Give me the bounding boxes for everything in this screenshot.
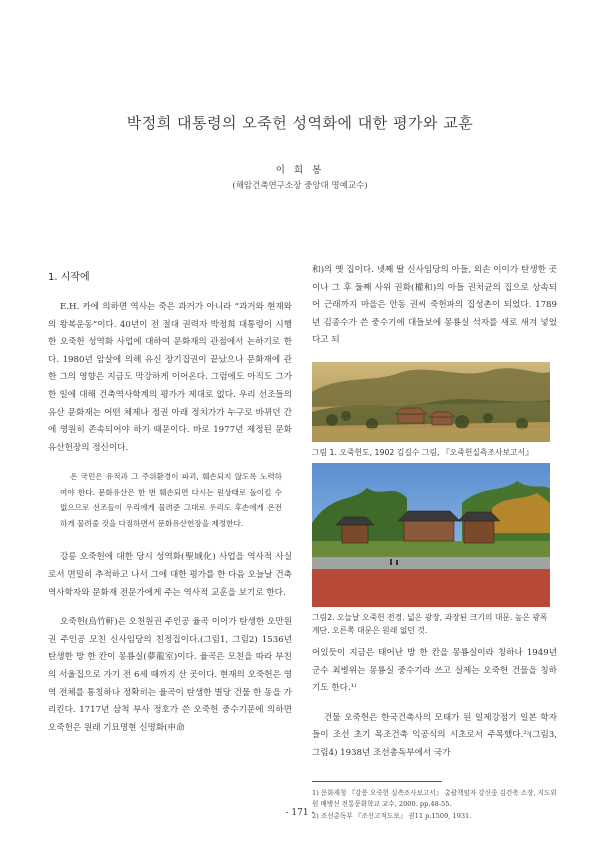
body-paragraph: 오죽헌(烏竹軒)은 오천원권 주인공 율곡 이이가 탄생한 오만원권 주인공 모친 신사임당의 친정집이다.(그림1, 그림2) 1536년 탄생한 방 한 칸이 몽룡실(夢龍室)이다. 율곡은 모친을 따라 부친의 서울집으로 가기 전 6세 때까지 산 곳이다. 현재의 오죽헌은 영역 전체를 통칭하나 정확히는 율곡이 탄생한 별당 건물 한 동을 가리킨다. 1717년 삼척 부사 정호가 쓴 오죽헌 중수기문에 의하면 오죽헌은 원래 기묘명현 신명화(申命 bbox=[48, 617, 292, 733]
body-paragraph: 건물 오죽헌은 한국건축사의 모태가 된 일제강점기 일본 학자들이 조선 초기 목조건축 익공식의 시초로서 주목했다.²⁾(그림3, 그림4) 1938년 조선총독부에서 국가 bbox=[312, 712, 557, 758]
left-column bbox=[48, 262, 292, 749]
right-column bbox=[312, 262, 557, 822]
footnote-divider bbox=[312, 781, 442, 782]
figure-1-painting bbox=[312, 362, 550, 442]
author-affiliation: (해암건축연구소장 중앙대 명예교수) bbox=[232, 181, 368, 191]
figure-2-photo bbox=[312, 463, 550, 607]
body-paragraph: E.H. 카에 의하면 역사는 죽은 과거가 아니라 “과거와 현재와의 왕복운동”이다. 40년이 전 절대 권력자 박정희 대통령이 시행한 오죽헌 성역화 사업에 대하여 문화재의 관점에서 논하기로 한다. 1980년 암살에 의해 유신 장기집권이 끝났으나 문화재에 관한 그의 영향은 지금도 막강하게 이어온다. 그럼에도 아직도 그가 한 일에 대해 건축역사학계의 평가가 제대로 없다. 우리 선조들의 유산 문화재는 어떤 체제나 정권 아래 정치가가 누구로 바뀌던 간에 영원히 존속되어야 하기 때문이다. 바로 1977년 제정된 문화유산헌장의 정신이다. bbox=[48, 302, 292, 453]
body-paragraph: 어있듯이 지금은 태어난 방 한 칸을 몽룡실이라 칭하나 1949년 군수 최병위는 몽룡실 중수기라 쓰고 실제는 오죽헌 건물을 칭하기도 한다.¹⁾ bbox=[312, 647, 557, 694]
footnote: 2) 조선총독부 『조선고적도보』 권11 p.1509, 1931. bbox=[312, 811, 472, 820]
body-paragraph: 和)의 옛 집이다. 넷째 딸 신사임당의 아들, 외손 이이가 탄생한 곳이나 그 후 둘째 사위 권화(權和)의 아들 권처균의 집으로 상속되어 근래까지 마을은 안동 권씨 죽헌파의 집성촌이 되었다. 1789년 김종수가 쓴 중수기에 대들보에 몽룡실 석자를 새로 새겨 넣었다고 되 bbox=[312, 265, 557, 346]
figure-2-caption: 그림2. 오늘날 오죽헌 전경. 넓은 광장, 과장된 크기의 대문. 높은 광폭 계단. 오른쪽 대문은 원래 없던 것. bbox=[312, 612, 548, 635]
section-heading: 1. 시작에 bbox=[48, 272, 90, 283]
author-name: 이 희 봉 bbox=[275, 165, 325, 176]
figure-1-caption: 그림 1. 오죽헌도, 1902 김길수 그림, 『오죽헌실측조사보고서』 bbox=[312, 447, 533, 457]
footnote: 1) 문화재청 『강릉 오죽헌 실측조사보고서』 총괄책임자 강신중 김건축 소장, 지도위원 배병선 전통문화학교 교수, 2000. pp.48-55. bbox=[312, 788, 557, 809]
charter-quote: 온 국민은 유적과 그 주위환경이 파괴, 훼손되지 않도록 노력하여야 한다. 문화유산은 한 번 훼손되면 다시는 원상태로 돌이킬 수 없으므로 선조들이 우리에게 물려준 그대로 우리도 후손에게 온전하게 물려줄 것을 다짐하면서 문화유산헌장을 제정한다. bbox=[60, 472, 282, 528]
body-paragraph: 강릉 오죽헌에 대한 당시 성역화(聖域化) 사업을 역사적 사실로서 면밀히 추적하고 나서 그에 대한 평가를 한 다음 오늘날 건축역사학자와 문화재 전문가에게 주는 역사적 교훈을 보기로 한다. bbox=[48, 552, 292, 598]
page-number: - 171 - bbox=[285, 808, 315, 818]
paper-title: 박정희 대통령의 오죽헌 성역화에 대한 평가와 교훈 bbox=[126, 114, 474, 132]
